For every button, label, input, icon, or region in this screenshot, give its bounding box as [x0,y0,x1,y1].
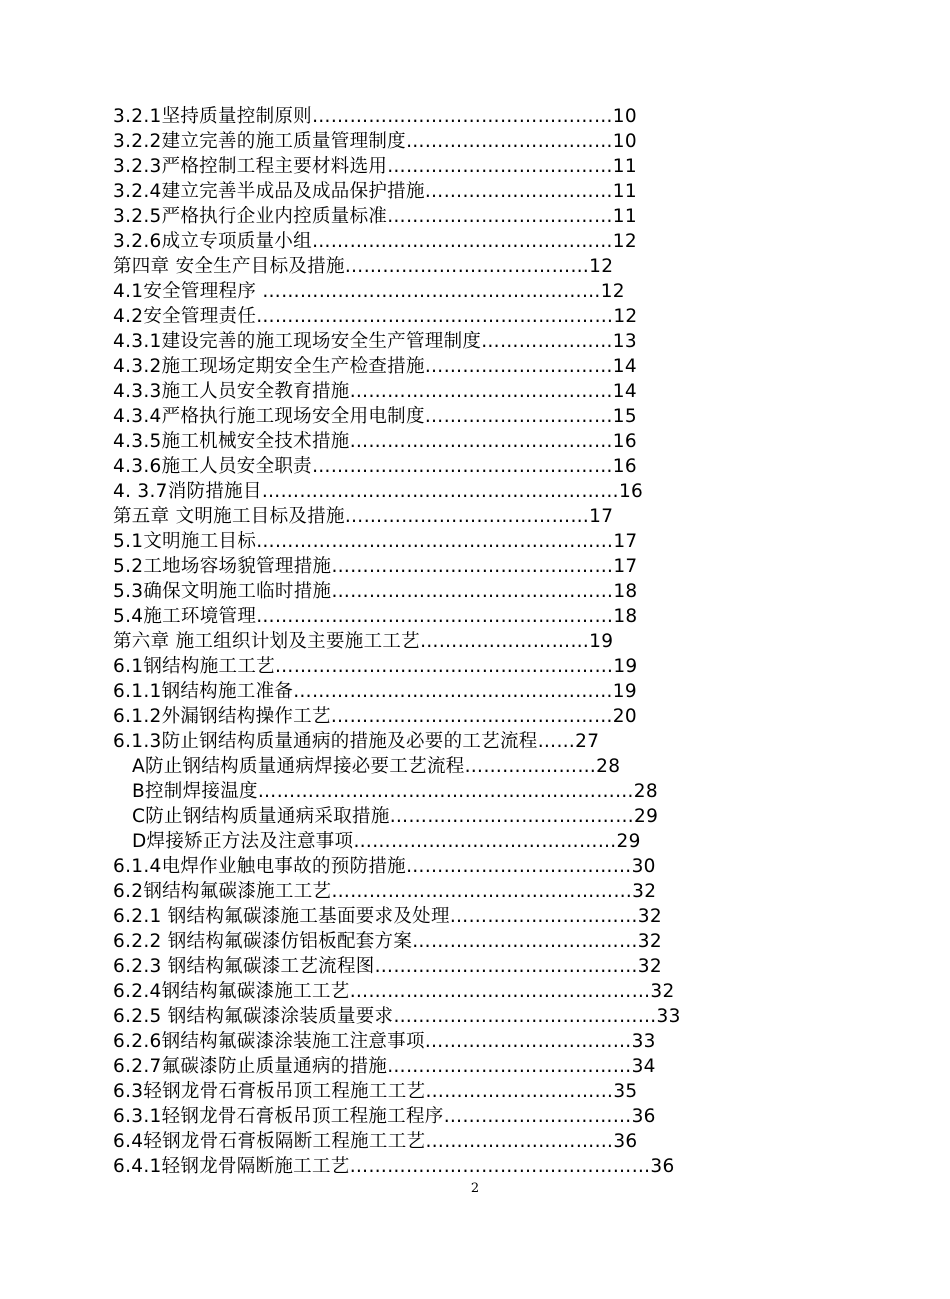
toc-entry-5-3: 5.3确保文明施工临时措施………………………………………18 [113,581,638,602]
toc-entry-3-2-5: 3.2.5严格执行企业内控质量标准………………………………11 [113,206,637,227]
toc-entry-4-3-6: 4.3.6施工人员安全职责…………………………………………16 [113,456,637,477]
toc-entry-6-1-3: 6.1.3防止钢结构质量通病的措施及必要的工艺流程……27 [113,731,600,752]
toc-entry-6-1-3-a: A防止钢结构质量通病焊接必要工艺流程…………………28 [132,756,621,777]
toc-entry-4-3-3: 4.3.3施工人员安全教育措施……………………………………14 [113,381,637,402]
toc-entry-6-2-7: 6.2.7氟碳漆防止质量通病的措施…………………………………34 [113,1056,656,1077]
toc-entry-6-1-2: 6.1.2外漏钢结构操作工艺………………………………………20 [113,706,637,727]
toc-entry-6-1-3-c: C防止钢结构质量通病采取措施…………………………………29 [132,806,659,827]
page-number: 2 [470,1181,480,1196]
toc-entry-6-4: 6.4轻钢龙骨石膏板隔断工程施工工艺…………………………36 [113,1131,638,1152]
toc-entry-6-1-3-d: D焊接矫正方法及注意事项……………………………………29 [132,831,641,852]
toc-entry-4-2: 4.2安全管理责任…………………………………………………12 [113,306,638,327]
toc-entry-3-2-1: 3.2.1坚持质量控制原则…………………………………………10 [113,106,637,127]
toc-entry-6-3-1: 6.3.1轻钢龙骨石膏板吊顶工程施工程序…………………………36 [113,1106,656,1127]
toc-entry-3-2-6: 3.2.6成立专项质量小组…………………………………………12 [113,231,637,252]
toc-entry-6-2-2: 6.2.2 钢结构氟碳漆仿铝板配套方案………………………………32 [113,931,662,952]
toc-entry-4-1: 4.1安全管理程序 ………………………………………………12 [113,281,625,302]
toc-entry-6-2: 6.2钢结构氟碳漆施工工艺…………………………………………32 [113,881,657,902]
toc-entry-3-2-4: 3.2.4建立完善半成品及成品保护措施…………………………11 [113,181,637,202]
toc-entry-6-1-3-b: B控制焊接温度……………………………………………………28 [132,781,658,802]
toc-entry-6-4-1: 6.4.1轻钢龙骨隔断施工工艺…………………………………………36 [113,1156,675,1177]
toc-entry-5-2: 5.2工地场容场貌管理措施………………………………………17 [113,556,638,577]
toc-entry-6-1-4: 6.1.4电焊作业触电事故的预防措施………………………………30 [113,856,656,877]
toc-entry-6-1-1: 6.1.1钢结构施工准备……………………………………………19 [113,681,637,702]
toc-entry-4-3-1: 4.3.1建设完善的施工现场安全生产管理制度…………………13 [113,331,637,352]
toc-entry-3-2-3: 3.2.3严格控制工程主要材料选用………………………………11 [113,156,637,177]
toc-chapter-4: 第四章 安全生产目标及措施…………………………………12 [113,256,614,277]
toc-entry-6-2-3: 6.2.3 钢结构氟碳漆工艺流程图……………………………………32 [113,956,662,977]
toc-entry-6-2-4: 6.2.4钢结构氟碳漆施工工艺…………………………………………32 [113,981,675,1002]
toc-entry-4-3-4: 4.3.4严格执行施工现场安全用电制度…………………………15 [113,406,637,427]
toc-entry-6-2-1: 6.2.1 钢结构氟碳漆施工基面要求及处理…………………………32 [113,906,662,927]
toc-entry-6-2-6: 6.2.6钢结构氟碳漆涂装施工注意事项……………………………33 [113,1031,656,1052]
toc-entry-6-2-5: 6.2.5 钢结构氟碳漆涂装质量要求……………………………………33 [113,1006,681,1027]
toc-chapter-6: 第六章 施工组织计划及主要施工工艺………………………19 [113,631,614,652]
toc-entry-5-4: 5.4施工环境管理…………………………………………………18 [113,606,638,627]
toc-entry-4-3-7: 4. 3.7消防措施目…………………………………………………16 [113,481,644,502]
toc-entry-3-2-2: 3.2.2建立完善的施工质量管理制度……………………………10 [113,131,637,152]
toc-chapter-5: 第五章 文明施工目标及措施…………………………………17 [113,506,614,527]
toc-entry-4-3-5: 4.3.5施工机械安全技术措施……………………………………16 [113,431,637,452]
toc-entry-5-1: 5.1文明施工目标…………………………………………………17 [113,531,638,552]
toc-entry-4-3-2: 4.3.2施工现场定期安全生产检查措施…………………………14 [113,356,637,377]
toc-entry-6-1: 6.1钢结构施工工艺………………………………………………19 [113,656,638,677]
toc-entry-6-3: 6.3轻钢龙骨石膏板吊顶工程施工工艺…………………………35 [113,1081,638,1102]
